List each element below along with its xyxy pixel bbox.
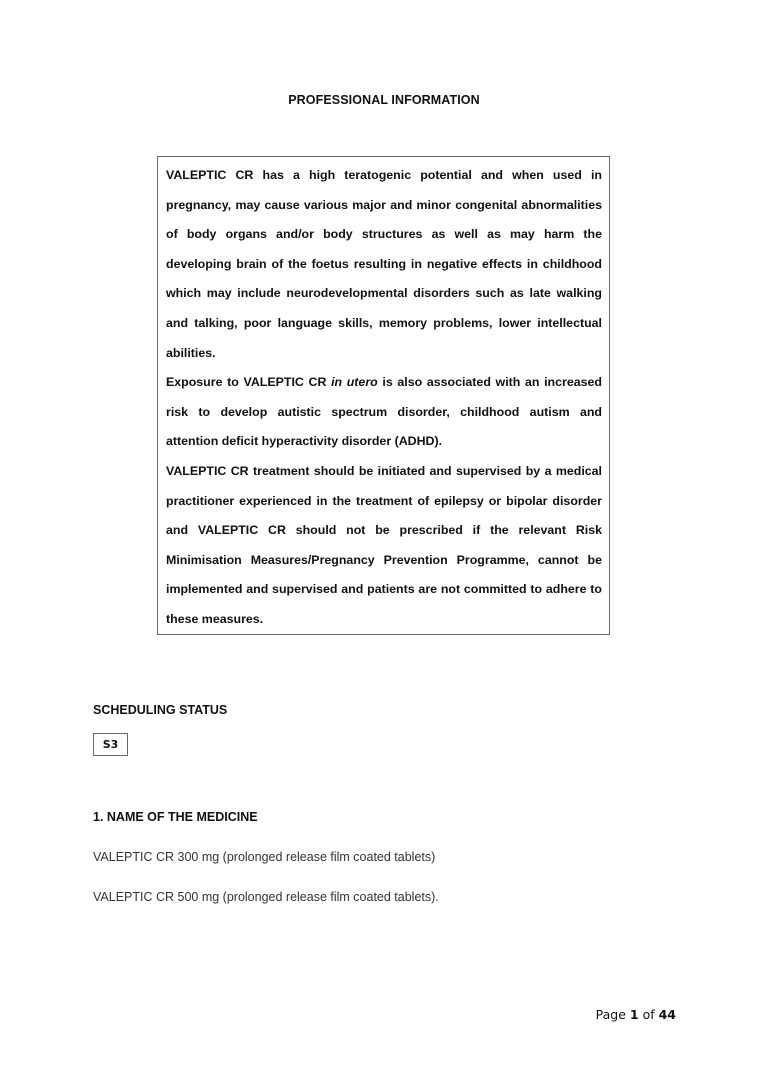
medicine-name-300mg: VALEPTIC CR 300 mg (prolonged release film coated tablets) bbox=[93, 850, 436, 864]
warning-box bbox=[157, 156, 610, 635]
page-title: PROFESSIONAL INFORMATION bbox=[288, 93, 480, 107]
scheduling-status-heading: SCHEDULING STATUS bbox=[93, 703, 228, 717]
medicine-name-500mg: VALEPTIC CR 500 mg (prolonged release film coated tablets). bbox=[93, 890, 439, 904]
page-prefix: Page bbox=[595, 1007, 630, 1022]
warning-paragraph-teratogenic: VALEPTIC CR has a high teratogenic potential and when used in pregnancy, may cause various major and minor congenital abnormalities of body organs and/or body structures as well as may harm the developing brain of the foetus resulting in negative effects in childhood which may include neurodevelopmental disorders such as late walking and talking, poor language skills, memory problems, lower intellectual abilities. bbox=[166, 168, 602, 360]
warning-paragraph-in-utero-end: is also associated with an increased risk to develop autistic spectrum disorder, childhood autism and attention deficit hyperactivity disorder (ADHD). bbox=[166, 375, 602, 449]
scheduling-status-badge: S3 bbox=[93, 733, 128, 756]
warning-paragraph-in-utero-start: Exposure to VALEPTIC CR bbox=[166, 375, 332, 390]
warning-paragraph-in-utero bbox=[166, 368, 602, 457]
page-total: 44 bbox=[658, 1007, 676, 1022]
page-number bbox=[596, 1007, 676, 1022]
in-utero-italic: in utero bbox=[331, 375, 378, 390]
page-current: 1 bbox=[629, 1007, 639, 1022]
medicine-name-heading: 1. NAME OF THE MEDICINE bbox=[93, 810, 258, 824]
page-of: of bbox=[638, 1007, 659, 1022]
warning-paragraph-supervision: VALEPTIC CR treatment should be initiated and supervised by a medical practitioner experienced in the treatment of epilepsy or bipolar disorder and VALEPTIC CR should not be prescribed if the relevant Risk Minimisation Measures/Pregnancy Prevention Programme, cannot be implemented and supervised and patients are not committed to adhere to these measures. bbox=[166, 463, 602, 626]
